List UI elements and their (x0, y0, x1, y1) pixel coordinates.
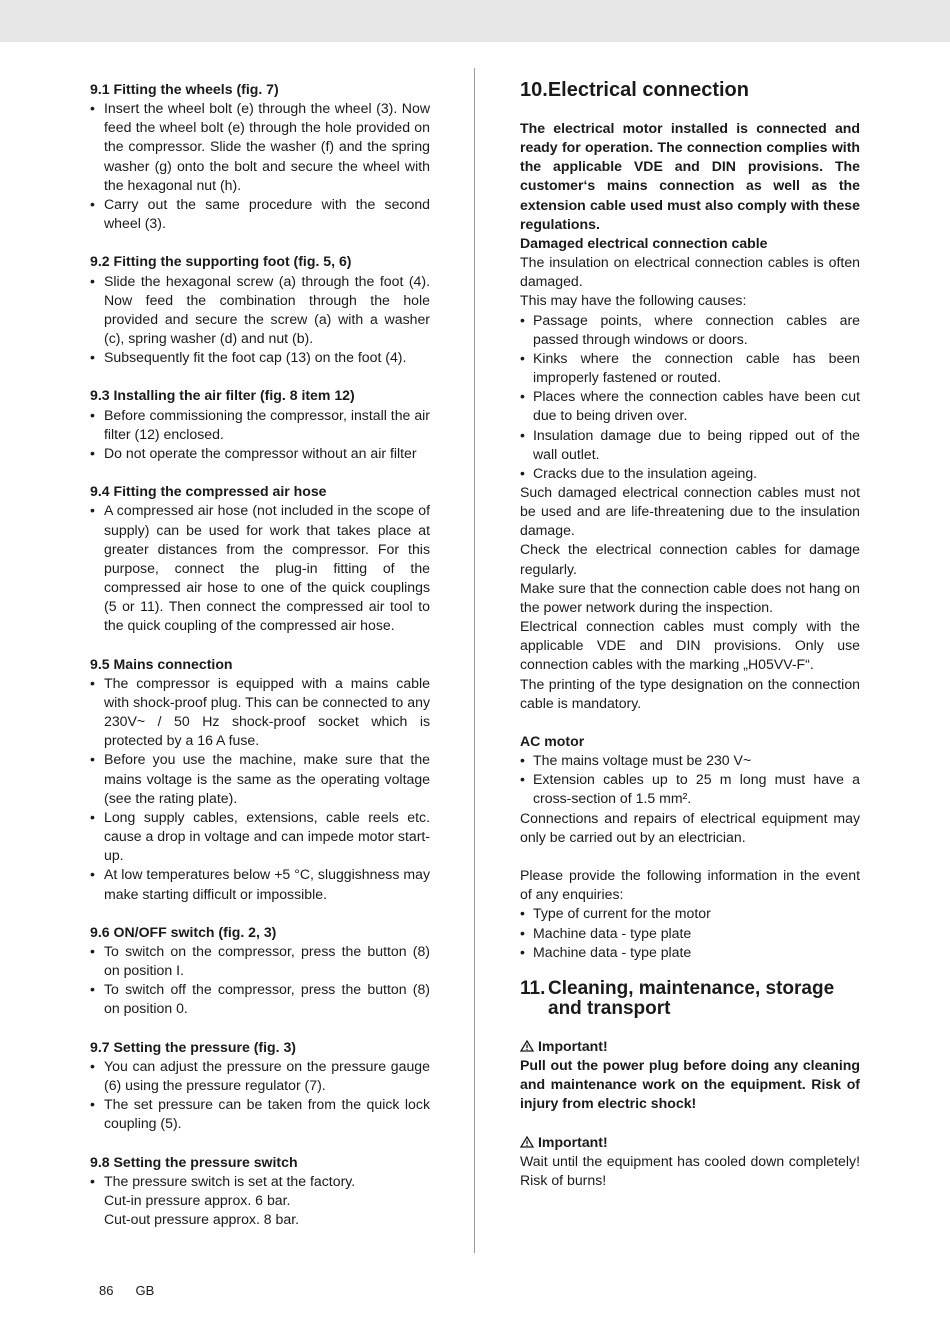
bullet-list (90, 99, 430, 233)
manual-section (90, 80, 430, 233)
top-gray-band (0, 0, 950, 42)
important-label: Important! (538, 1037, 608, 1054)
left-sections (90, 80, 430, 1134)
list-item: • Machine data - type plate (520, 943, 860, 962)
manual-section (90, 923, 430, 1019)
section-title: Electrical connection (547, 79, 749, 101)
section-heading: 9.8 Setting the pressure switch (90, 1153, 298, 1170)
bullet-list (90, 1172, 430, 1229)
list-item: • A compressed air hose (not included in the scope of supply) can be used for work that takes place at greater distances from the compressor. For this purpose, connect the plug-in fitting of the compressed air hose to one of the quick couplings (5 or 11). Then connect the compressed air tool to the quick coupling of the compressed air hose. (90, 501, 430, 635)
list-item: • You can adjust the pressure on the pressure gauge (6) using the pressure regulator (7). (90, 1057, 430, 1095)
section-9-8 (90, 1153, 430, 1230)
list-item: • Insert the wheel bolt (e) through the wheel (3). Now feed the wheel bolt (e) through the hole provided on the compressor. Slide the washer (f) and the spring washer (g) onto the bolt and secure the wheel with the hexagonal nut (h). (90, 99, 430, 195)
list-item: • Do not operate the compressor without an air filter (90, 444, 430, 463)
ac-motor-list (520, 751, 860, 808)
section-11-heading (520, 979, 860, 1019)
important-heading (520, 1133, 860, 1152)
list-item (90, 1172, 430, 1229)
bullet-list (90, 674, 430, 904)
section-heading: 9.7 Setting the pressure (fig. 3) (90, 1038, 296, 1055)
paragraph: Such damaged electrical connection cables must not be used and are life-threatening due to the insulation damage. (520, 483, 860, 539)
important-label: Important! (538, 1133, 608, 1150)
list-item: • To switch off the compressor, press the button (8) on position 0. (90, 980, 430, 1018)
list-item: • Subsequently fit the foot cap (13) on the foot (4). (90, 348, 430, 367)
list-item: • Type of current for the motor (520, 904, 860, 923)
list-item: • Slide the hexagonal screw (a) through the foot (4). Now feed the combination through the hole provided and secure the screw (a) with a washer (c), spring washer (d) and nut (b). (90, 272, 430, 349)
list-item: • To switch on the compressor, press the button (8) on position I. (90, 942, 430, 980)
bullet-list (90, 406, 430, 463)
page-number: 86 (99, 1283, 114, 1298)
section-title: Cleaning, maintenance, storage and transport (548, 977, 835, 1019)
subheading: Damaged electrical connection cable (520, 234, 768, 251)
list-item: • Insulation damage due to being ripped out of the wall outlet. (520, 426, 860, 464)
page-footer (99, 1283, 176, 1298)
list-item: • The set pressure can be taken from the quick lock coupling (5). (90, 1095, 430, 1133)
section-heading: 9.5 Mains connection (90, 655, 233, 672)
column-divider (474, 68, 475, 1253)
section-number: 10. (520, 79, 548, 101)
section-number: 11. (520, 977, 546, 999)
list-item: • Cracks due to the insulation ageing. (520, 464, 860, 483)
section-heading: 9.2 Fitting the supporting foot (fig. 5, 6) (90, 253, 352, 270)
damaged-cable-block (520, 234, 860, 713)
paragraph: The insulation on electrical connection cables is often damaged. (520, 254, 860, 290)
manual-section (90, 252, 430, 367)
bullet-list (90, 942, 430, 1019)
section-heading: 9.4 Fitting the compressed air hose (90, 483, 327, 500)
list-item: • Before you use the machine, make sure that the mains voltage is the same as the operating voltage (see the rating plate). (90, 750, 430, 807)
list-item: • Passage points, where connection cables are passed through windows or doors. (520, 311, 860, 349)
enquiries-block (520, 866, 860, 962)
language-code: GB (135, 1283, 155, 1298)
warning-triangle-icon (520, 1040, 534, 1052)
subheading: AC motor (520, 732, 585, 749)
important-text: Pull out the power plug before doing any cleaning and maintenance work on the equipment. Risk of injury from electric shock! (520, 1057, 860, 1112)
intro-paragraph: The electrical motor installed is connected and ready for operation. The connection complies with the applicable VDE and DIN provisions. The customer‘s mains connection as well as the extension cable used must also comply with these regulations. (520, 120, 860, 232)
important-text: Wait until the equipment has cooled down completely! Risk of burns! (520, 1152, 860, 1188)
list-item: • Long supply cables, extensions, cable reels etc. cause a drop in voltage and can impede motor start-up. (90, 808, 430, 865)
ac-motor-block (520, 732, 860, 847)
list-item: • The compressor is equipped with a mains cable with shock-proof plug. This can be connected to any 230V~ / 50 Hz shock-proof socket which is protected by a 16 A fuse. (90, 674, 430, 751)
left-column (90, 80, 430, 1248)
section-10-heading (520, 80, 860, 100)
list-item: • Carry out the same procedure with the second wheel (3). (90, 195, 430, 233)
manual-section (90, 1038, 430, 1134)
list-item: • Before commissioning the compressor, install the air filter (12) enclosed. (90, 406, 430, 444)
paragraph: Electrical connection cables must comply with the applicable VDE and DIN provisions. Only use connection cables with the marking „H05VV-F“. (520, 618, 860, 673)
list-item: • Extension cables up to 25 m long must have a cross-section of 1.5 mm². (520, 770, 860, 808)
important-block-2 (520, 1133, 860, 1190)
list-item: • At low temperatures below +5 °C, sluggishness may make starting difficult or impossible. (90, 865, 430, 903)
important-block-1 (520, 1037, 860, 1114)
paragraph: Connections and repairs of electrical equipment may only be carried out by an electrician. (520, 809, 860, 845)
cut-out-pressure: Cut-out pressure approx. 8 bar. (104, 1211, 300, 1228)
causes-list (520, 311, 860, 483)
warning-triangle-icon (520, 1136, 534, 1148)
list-item: • Places where the connection cables have been cut due to being driven over. (520, 387, 860, 425)
cut-in-pressure: Cut-in pressure approx. 6 bar. (104, 1191, 291, 1208)
paragraph: Make sure that the connection cable does not hang on the power network during the inspection. (520, 579, 860, 615)
bullet-list (90, 1057, 430, 1134)
list-item: • Kinks where the connection cable has been improperly fastened or routed. (520, 349, 860, 387)
enquiry-list (520, 904, 860, 961)
paragraph: Check the electrical connection cables for damage regularly. (520, 541, 860, 577)
manual-section (90, 482, 430, 635)
section-heading: 9.6 ON/OFF switch (fig. 2, 3) (90, 923, 277, 940)
bullet-list (90, 272, 430, 368)
paragraph: Please provide the following information in the event of any enquiries: (520, 867, 860, 903)
paragraph: The printing of the type designation on the connection cable is mandatory. (520, 675, 860, 711)
list-item: • The mains voltage must be 230 V~ (520, 751, 860, 770)
right-column (520, 80, 860, 1209)
list-item-text: • The pressure switch is set at the factory. (104, 1172, 356, 1189)
important-heading (520, 1037, 860, 1056)
paragraph: This may have the following causes: (520, 292, 747, 309)
manual-section (90, 386, 430, 463)
bullet-list (90, 501, 430, 635)
section-heading: 9.3 Installing the air filter (fig. 8 item 12) (90, 387, 355, 404)
list-item: • Machine data - type plate (520, 924, 860, 943)
section-heading: 9.1 Fitting the wheels (fig. 7) (90, 81, 279, 97)
manual-section (90, 655, 430, 904)
